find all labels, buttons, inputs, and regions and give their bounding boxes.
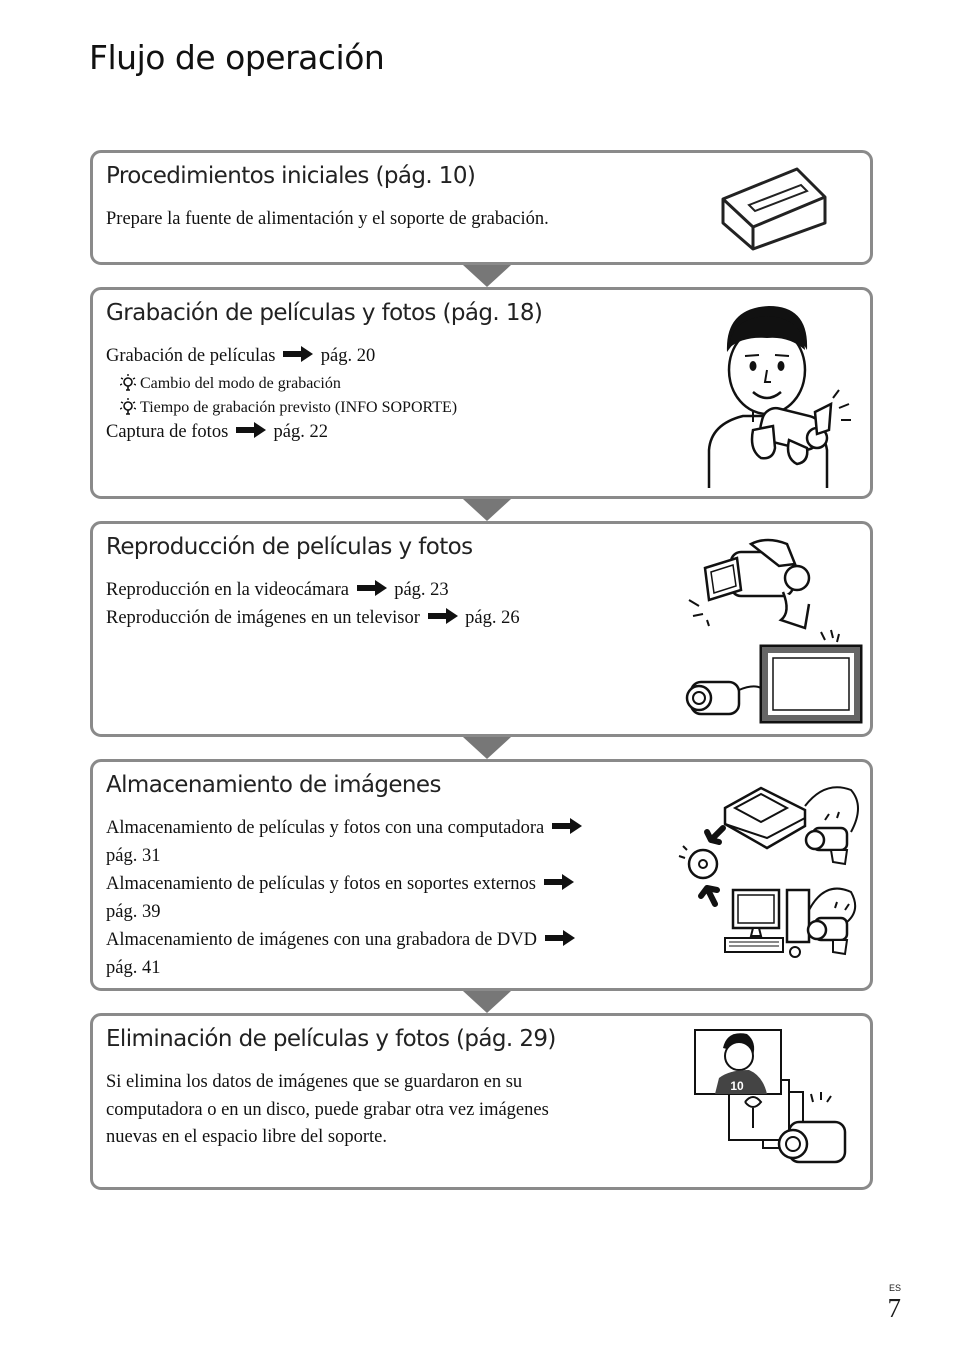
playback-label: Reproducción en la videocámara [106,580,349,600]
section-text: computadora o en un disco, puede grabar otra vez imágenes [106,1100,549,1120]
right-arrow-icon [428,608,458,624]
saving-label: Almacenamiento de películas y fotos con una computadora [106,818,545,838]
page-number: 7 [887,1293,901,1323]
saving-line [106,930,578,951]
playback-label: Reproducción de imágenes en un televisor [106,608,420,628]
down-triangle-icon [463,265,511,287]
tip-text: Cambio del modo de grabación [140,375,341,392]
section-heading: Eliminación de películas y fotos (pág. 29) [106,1026,556,1052]
saving-line [106,874,577,895]
handheld-camera-illustration [687,534,817,634]
stacked-photos-and-camera-illustration [693,1028,853,1178]
section-heading: Procedimientos iniciales (pág. 10) [106,163,476,189]
shirt-number: 10 [730,1079,744,1093]
section-text: Si elimina los datos de imágenes que se guardaron en su [106,1072,523,1092]
section-deleting [90,1013,873,1190]
section-text: Prepare la fuente de alimentación y el soporte de grabación. [106,209,549,229]
light-bulb-icon [120,397,136,415]
tip-text: Tiempo de grabación previsto (INFO SOPORTE) [140,399,458,416]
battery-illustration [719,165,829,251]
saving-label: Almacenamiento de películas y fotos en soportes externos [106,874,536,894]
photo-capture-line [106,422,328,443]
page-reference: pág. 20 [320,346,376,366]
movie-recording-label: Grabación de películas [106,346,276,366]
section-text: nuevas en el espacio libre del soporte. [106,1127,387,1147]
down-triangle-icon [463,737,511,759]
playback-line [106,608,520,629]
right-arrow-icon [283,346,313,362]
right-arrow-icon [552,818,582,834]
storage-devices-illustration [675,780,865,968]
page-title: Flujo de operación [89,38,385,77]
section-heading: Grabación de películas y fotos (pág. 18) [106,300,543,326]
right-arrow-icon [545,930,575,946]
down-triangle-icon [463,499,511,521]
page-reference: pág. 26 [465,608,520,628]
page-reference: pág. 23 [394,580,449,600]
light-bulb-icon [120,373,136,391]
page-reference: pág. 39 [106,902,161,922]
page-reference: pág. 41 [106,958,161,978]
page-reference: pág. 31 [106,846,161,866]
tip-line [120,397,457,417]
section-saving [90,759,873,991]
right-arrow-icon [544,874,574,890]
section-recording [90,287,873,499]
section-heading: Almacenamiento de imágenes [106,772,441,798]
down-triangle-icon [463,991,511,1013]
camera-to-tv-illustration [683,624,869,728]
tip-line [120,373,341,393]
playback-line [106,580,449,601]
right-arrow-icon [236,422,266,438]
photo-capture-label: Captura de fotos [106,422,229,442]
section-playback [90,521,873,737]
language-label: ES [888,1283,901,1293]
person-with-camera-illustration [703,300,853,488]
right-arrow-icon [357,580,387,596]
section-getting-started [90,150,873,265]
saving-line [106,818,585,839]
movie-recording-line [106,346,375,367]
section-heading: Reproducción de películas y fotos [106,534,473,560]
saving-label: Almacenamiento de imágenes con una grabadora de DVD [106,930,537,950]
page-reference: pág. 22 [273,422,328,442]
